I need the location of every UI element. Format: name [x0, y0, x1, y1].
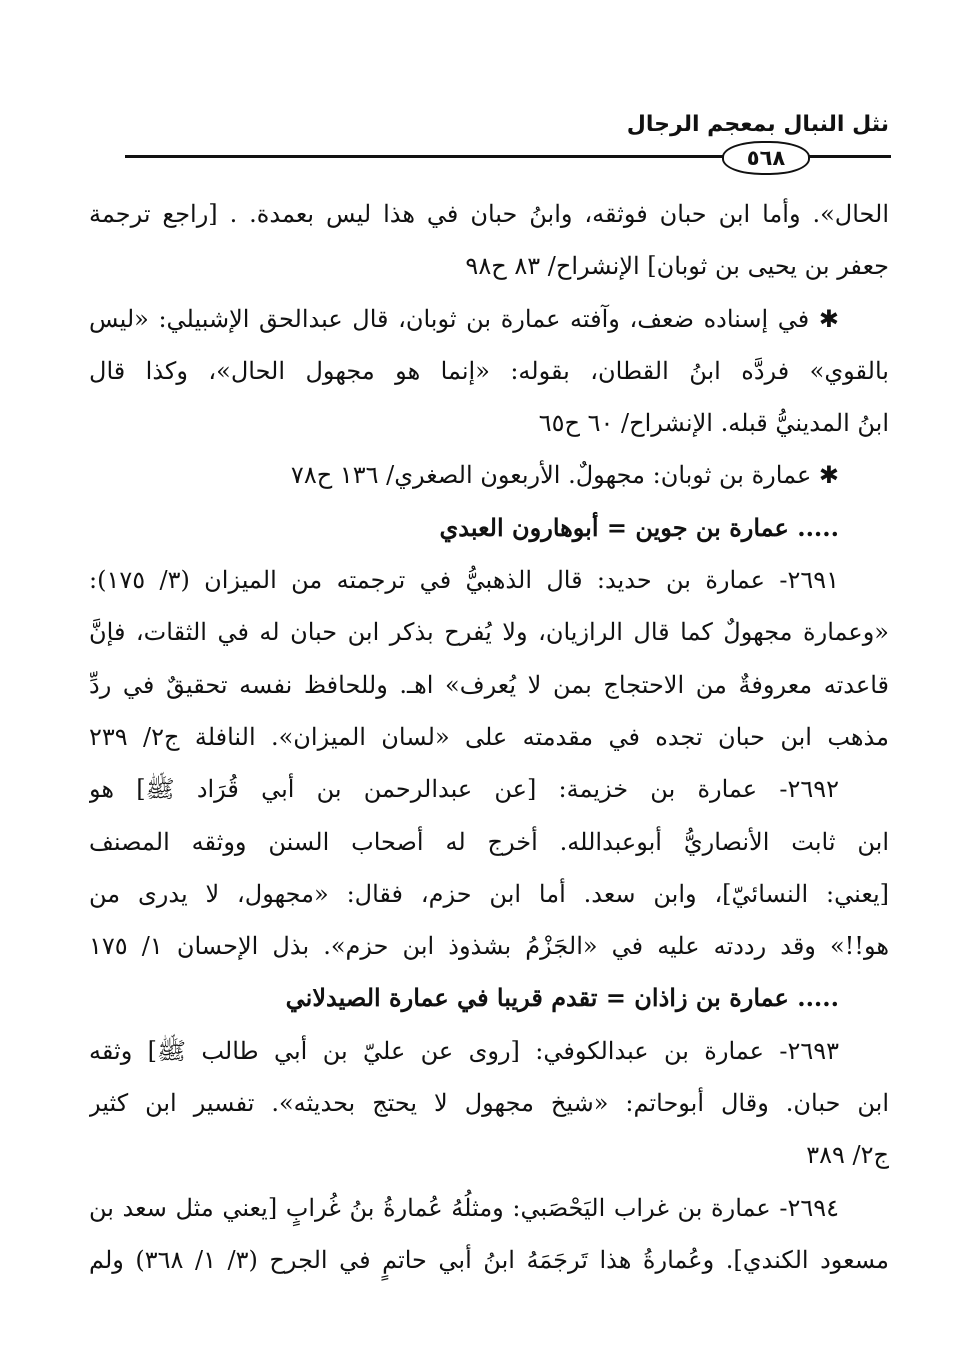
- entry-2691-heading: ٢٦٩١- عمارة بن حديد: قال الذهبيُّ في ترجمته من الميزان (٣/ ١٧٥):: [89, 566, 840, 595]
- cross-reference-line-2: ..... عمارة بن زاذان = تقدم قريبا في عمارة الصيدلاني: [285, 983, 839, 1013]
- body-text: [89, 188, 889, 1286]
- text-line-4: بالقوي» فردَّه ابنُ القطان، بقوله: «إنما هو مجهول الحال»، وكذا قال: [89, 356, 889, 385]
- entry-2693-heading: ٢٦٩٣- عمارة بن عبدالكوفي: [روى عن عليّ بن أبي طالب ﷺ] وثقه: [89, 1036, 839, 1065]
- entry-2692-heading: ٢٦٩٢- عمارة بن خزيمة: [عن عبدالرحمن بن أبي قُرَاد ﷺ] هو: [89, 775, 839, 804]
- text-line-13: ابن ثابت الأنصاريُّ أبوعبدالله. أخرج له أصحاب السنن ووثقه المصنف: [89, 827, 889, 856]
- text-line-9: «وعمارة مجهولٌ كما قال الرازيان، ولا يُفرح بذكر ابن حبان له في الثقات، فإنَّ: [89, 618, 889, 647]
- page-number: ٥٦٨: [722, 141, 810, 175]
- text-line-2: جعفر بن يحيى بن ثوبان] الإنشراح/ ٨٣ ح٩٨: [465, 252, 889, 281]
- text-line-14: [يعني: النسائيّ]، وابن سعد. أما ابن حزم، فقال: «مجهول، لا يدرى من: [89, 879, 889, 908]
- running-header-title: نثل النبال بمعجم الرجال: [626, 112, 889, 137]
- text-line-18: ابن حبان. وقال أبوحاتم: «شيخ مجهول لا يحتج بحديثه». تفسير ابن كثير: [89, 1089, 889, 1118]
- text-line-15: هو!!» وقد رددته عليه في «الجَزْمُ بشذوذ ابن حزم». بذل الإحسان ١/ ١٧٥: [89, 932, 889, 961]
- text-line-3: ✱ في إسناده ضعف، وآفته عمارة بن ثوبان، قال عبدالحق الإشبيلي: «ليس: [89, 304, 839, 333]
- cross-reference-line-1: ..... عمارة بن جوين = أبوهارون العبدي: [439, 512, 839, 542]
- text-line-11: مذهب ابن حبان تجده في مقدمته على «لسان الميزان». النافلة ج٢/ ٢٣٩: [89, 722, 889, 751]
- text-line-5: ابنُ المدينيُّ قبله. الإنشراح/ ٦٠ ح٦٥: [538, 409, 889, 438]
- text-line-10: قاعدته معروفةٌ من الاحتجاج بمن لا يُعرف» اهـ. وللحافظ نفسه تحقيقٌ في ردِّ: [89, 670, 889, 699]
- entry-2694-heading: ٢٦٩٤- عمارة بن غراب اليَحْصَبي: ومثلُهُ عُمارةُ بنُ غُرابٍ [يعني مثل سعد بن: [89, 1193, 839, 1222]
- text-line-19: ج٢/ ٣٨٩: [806, 1141, 889, 1170]
- text-line-21: مسعود الكندي]. وعُمارةُ هذا تَرجَمَهُ ابنُ أبي حاتمٍ في الجرح (٣/ ١/ ٣٦٨) ولم: [89, 1245, 889, 1274]
- text-line-1: الحال». وأما ابن حبان فوثقه، وابنُ حبان في هذا ليس بعمدة. . [راجع ترجمة: [89, 200, 889, 228]
- text-line-6: ✱ عمارة بن ثوبان: مجهولٌ. الأربعون الصغري/ ١٣٦ ح٧٨: [290, 461, 839, 490]
